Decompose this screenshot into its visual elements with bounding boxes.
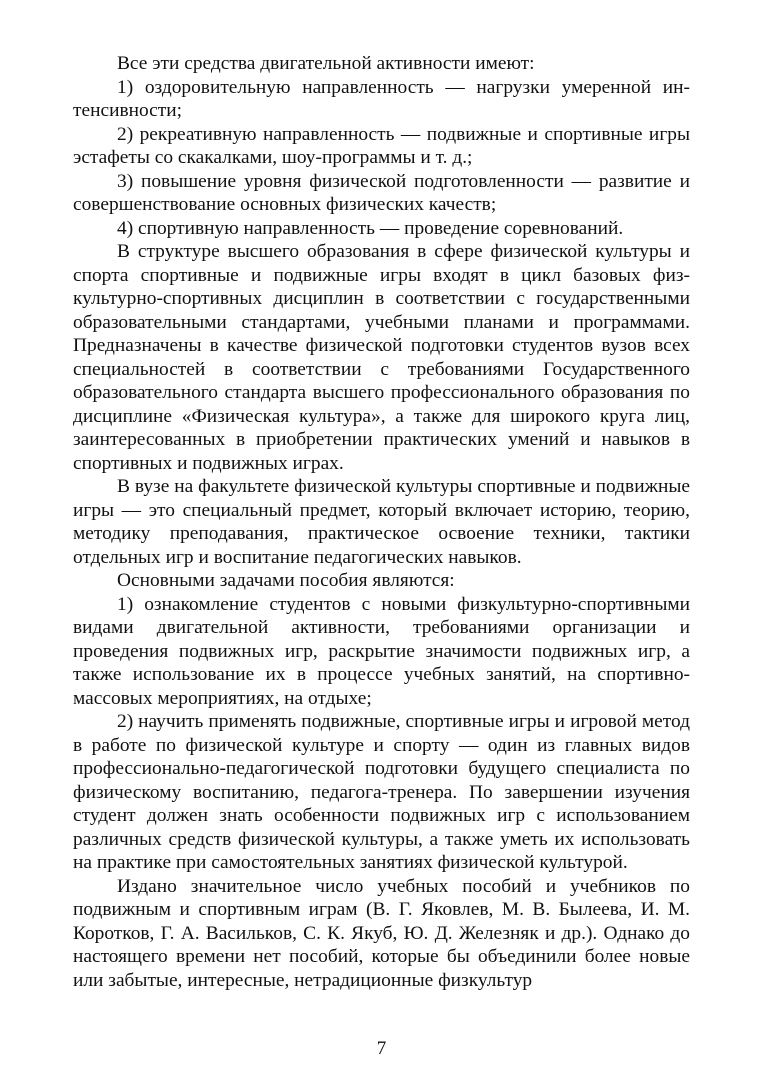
paragraph-list-item-3: 3) повышение уровня физической подготовленности — развитие и совершенствование основных физических качеств;: [73, 170, 690, 215]
document-page: [73, 52, 690, 992]
paragraph-list-item-2: 2) рекреативную направленность — подвижные и спортивные игры эстафеты со скакалками, шоу-программы и т. д.;: [73, 123, 690, 168]
paragraph-list-item-4: 4) спортивную направленность — проведение соревнований.: [117, 217, 624, 239]
paragraph-intro: Все эти средства двигательной активности имеют:: [117, 53, 535, 74]
paragraph-task-2: 2) научить применять подвижные, спортивные игры и игровой метод в работе по физической культуре и спорту — один из главных видов профессионально-педагогической подготовки будущего специалиста по физическому воспитанию, педагога-тренера. По завершении изучения студент должен знать особенности подвижных игр с использованием различных средств физической культуры, а также уметь их использовать на практике при самостоятельных занятиях физической культурой.: [73, 711, 690, 873]
paragraph-task-1: 1) ознакомление студентов с новыми физкультурно-спортивными видами двигательной активности, требованиями организации и проведения подвижных игр, раскрытие значимости подвижных игр, а также использование их в процессе учебных занятий, на спортивно-массовых мероприятиях, на отдыхе;: [73, 593, 690, 709]
paragraph-list-item-1: 1) оздоровительную направленность — нагрузки умеренной интенсивности;: [73, 76, 690, 121]
paragraph-published-textbooks: Издано значительное число учебных пособий и учебников по подвижным и спортивным играм (В. Г. Яковлев, М. В. Былеева, И. М. Коротков, Г. А. Васильков, С. К. Якуб, Ю. Д. Железняк и др.). Однако до настоящего времени нет пособий, которые бы объединили более новые или забытые, интересные, нетрадиционные физкультур: [73, 875, 690, 991]
paragraph-higher-education: В структуре высшего образования в сфере физической культуры и спорта спортивные и подвижные игры входят в цикл базовых физкультурно-спортивных дисциплин в соответствии с государственными образовательными стандартами, учебными планами и программами. Предназначены в качестве физической подготовки студентов вузов всех специальностей в соответствии с требованиями Государственного образовательного стандарта высшего профессионального образования по дисциплине «Физическая культура», а также для широкого круга лиц, заинтересованных в приобретении практических умений и навыков в спортивных и подвижных играх.: [73, 241, 690, 474]
paragraph-university-faculty: В вузе на факультете физической культуры спортивные и подвижные игры — это специальный предмет, который включает историю, теорию, методику преподавания, практическое освоение техники, тактики отдельных игр и воспитание педагогических навыков.: [73, 476, 690, 568]
page-number: 7: [376, 1038, 387, 1059]
paragraph-main-tasks: Основными задачами пособия являются:: [117, 570, 455, 591]
